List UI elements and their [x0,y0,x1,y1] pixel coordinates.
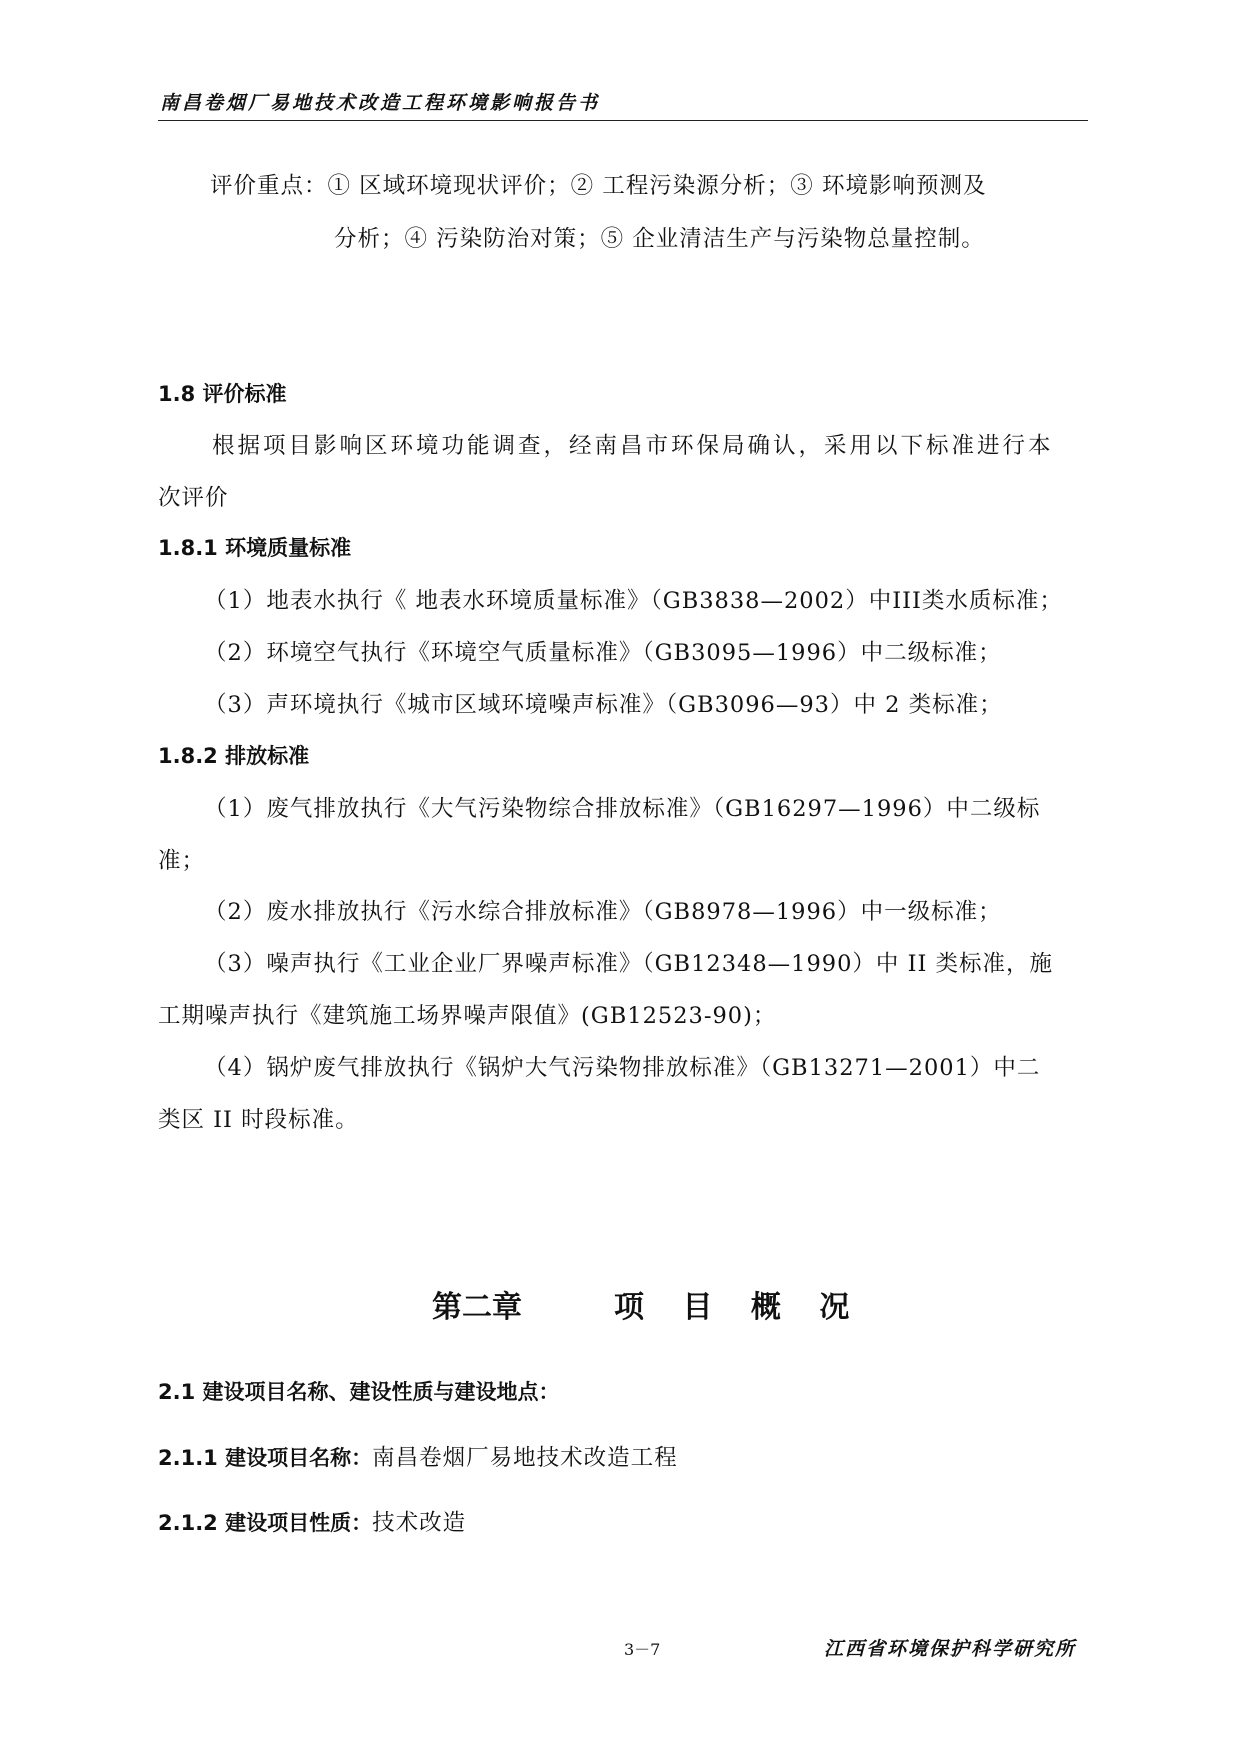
emission-standard-item-2: （2）废水排放执行《污水综合排放标准》（GB8978—1996）中一级标准； [204,899,1002,925]
emission-standard-item-1-line-2: 准； [158,848,206,874]
emission-standard-item-4-line-2: 类区 II 时段标准。 [158,1107,359,1133]
section-2-1-2-label: 2.1.2 建设项目性质： [158,1511,373,1535]
section-1-8-1-heading: 1.8.1 环境质量标准 [158,536,352,560]
section-1-8-2-heading: 1.8.2 排放标准 [158,744,310,768]
header-rule [158,120,1088,121]
section-2-1-heading: 2.1 建设项目名称、建设性质与建设地点： [158,1380,560,1404]
quality-standard-item-1: （1）地表水执行《 地表水环境质量标准》（GB3838—2002）中III类水质标准； [204,588,1063,614]
evaluation-focus-line-2: 分析；④ 污染防治对策；⑤ 企业清洁生产与污染物总量控制。 [334,226,985,252]
section-2-1-1-label: 2.1.1 建设项目名称： [158,1446,373,1470]
emission-standard-item-3-line-2: 工期噪声执行《建筑施工场界噪声限值》(GB12523-90)； [158,1003,777,1029]
footer-page-number: 3－7 [624,1640,661,1659]
emission-standard-item-3-line-1: （3）噪声执行《工业企业厂界噪声标准》（GB12348—1990）中 II 类标准，施 [204,951,1053,977]
chapter-label: 第二章 [432,1290,522,1325]
chapter-title: 项 目 概 况 [614,1290,864,1325]
section-2-1-1-row [158,1440,678,1472]
section-2-1-2-value: 技术改造 [372,1510,467,1536]
section-1-8-para-line-1: 根据项目影响区环境功能调查，经南昌市环保局确认，采用以下标准进行本 [212,433,1054,459]
section-1-8-para-line-2: 次评价 [158,485,229,511]
quality-standard-item-3: （3）声环境执行《城市区域环境噪声标准》（GB3096—93）中 2 类标准； [204,692,1003,718]
quality-standard-item-2: （2）环境空气执行《环境空气质量标准》（GB3095—1996）中二级标准； [204,640,1002,666]
emission-standard-item-4-line-1: （4）锅炉废气排放执行《锅炉大气污染物排放标准》（GB13271—2001）中二 [204,1055,1041,1081]
running-header-title: 南昌卷烟厂易地技术改造工程环境影响报告书 [160,92,601,114]
evaluation-focus-line-1: 评价重点：① 区域环境现状评价；② 工程污染源分析；③ 环境影响预测及 [210,173,987,199]
emission-standard-item-1-line-1: （1）废气排放执行《大气污染物综合排放标准》（GB16297—1996）中二级标 [204,796,1041,822]
footer-organization: 江西省环境保护科学研究所 [824,1638,1077,1660]
section-2-1-1-value: 南昌卷烟厂易地技术改造工程 [372,1445,678,1471]
section-1-8-heading: 1.8 评价标准 [158,382,287,406]
section-2-1-2-row [158,1505,466,1537]
